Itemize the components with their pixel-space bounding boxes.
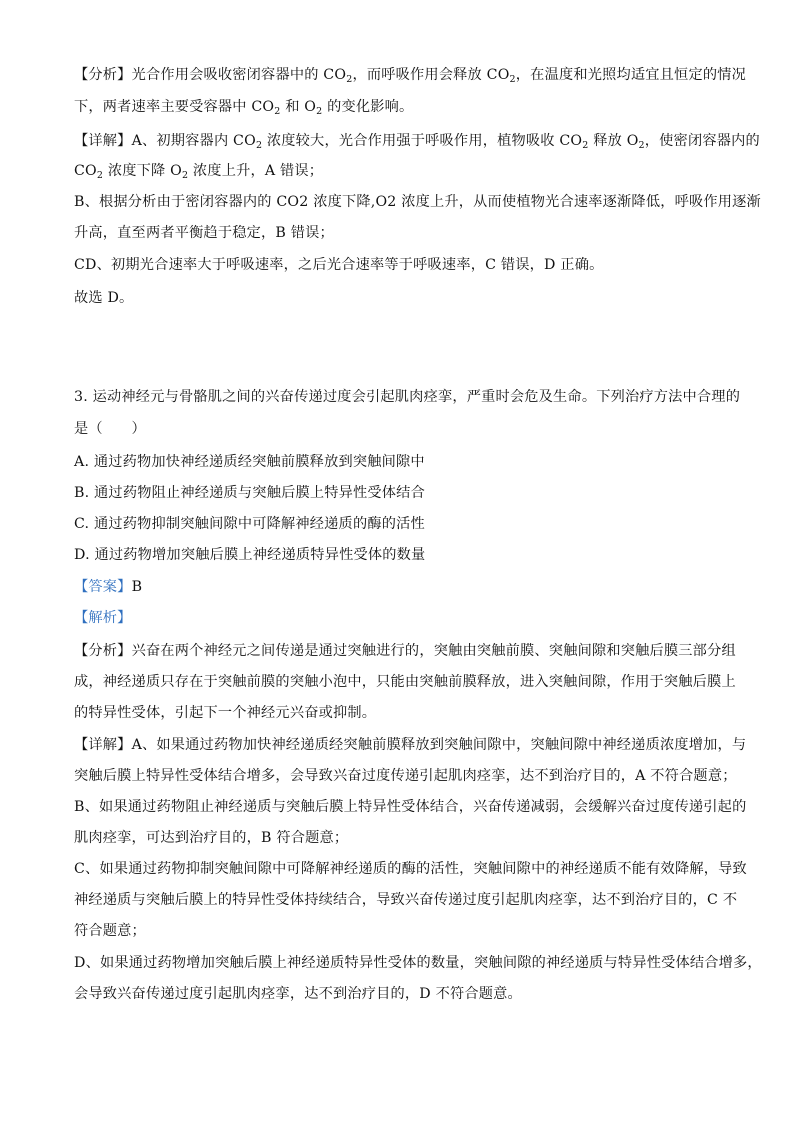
q3-detail-line-5: C、如果通过药物抑制突触间隙中可降解神经递质的酶的活性，突触间隙中的神经递质不能有效降解，导致 — [74, 861, 747, 877]
answer-value: B — [131, 579, 143, 595]
q3-detail-line-9: 会导致兴奋传递过度引起肌肉痉挛，达不到治疗目的，D 不符合题意。 — [74, 986, 522, 1002]
q3-option-d: D. 通过药物增加突触后膜上神经递质特异性受体的数量 — [74, 547, 426, 563]
q2-detail-line-2: $CO_2$ 浓度下降 $O_2$ 浓度上升，A 错误； — [74, 163, 324, 181]
detail-label: 【详解】 — [74, 133, 132, 149]
q3-stem-line-2: 是（ ） — [74, 421, 146, 437]
answer-label: 【答案】 — [74, 579, 132, 595]
q2-conclusion: 故选 D。 — [74, 290, 134, 306]
q3-option-a: A. 通过药物加快神经递质经突触前膜释放到突触间隙中 — [74, 454, 425, 470]
q3-detail-line-3: B、如果通过药物阻止神经递质与突触后膜上特异性受体结合，兴奋传递减弱，会缓解兴奋过度传递引起的 — [74, 799, 747, 815]
q3-detail-line-6: 神经递质与突触后膜上的特异性受体持续结合，导致兴奋传递过度引起肌肉痉挛，达不到治疗目的，C 不 — [74, 892, 738, 908]
analysis-label: 【分析】 — [74, 67, 132, 83]
q2-detail-line-1: 【详解】A、初期容器内 $CO_2$ 浓度较大，光合作用强于呼吸作用，植物吸收 $CO_2$ 释放 $O_2$，使密闭容器内的 — [74, 133, 760, 151]
q3-explain-label: 【解析】 — [74, 610, 132, 626]
q3-detail-line-8: D、如果通过药物增加突触后膜上神经递质特异性受体的数量，突触间隙的神经递质与特异性受体结合增多， — [74, 955, 762, 971]
q3-detail-line-4: 肌肉痉挛，可达到治疗目的，B 符合题意； — [74, 830, 349, 846]
q3-stem-line-1: 3. 运动神经元与骨骼肌之间的兴奋传递过度会引起肌肉痉挛，严重时会危及生命。下列治疗方法中合理的 — [74, 389, 741, 405]
q2-detail-line-5: CD、初期光合速率大于呼吸速率，之后光合速率等于呼吸速率，C 错误，D 正确。 — [74, 257, 604, 273]
q2-detail-line-3: B、根据分析由于密闭容器内的 CO2 浓度下降,O2 浓度上升，从而使植物光合速率逐渐降低，呼吸作用逐渐 — [74, 194, 761, 210]
q2-detail-line-4: 升高，直至两者平衡趋于稳定，B 错误； — [74, 225, 334, 241]
detail-label: 【详解】 — [74, 737, 132, 753]
q2-analysis-line-1: 【分析】光合作用会吸收密闭容器中的 $CO_2$，而呼吸作用会释放 $CO_2$，在温度和光照均适宜且恒定的情况 — [74, 67, 746, 85]
q3-answer — [74, 577, 724, 597]
q3-detail-line-7: 符合题意； — [74, 923, 146, 939]
q2-analysis-line-2: 下，两者速率主要受容器中 $CO_2$ 和 $O_2$ 的变化影响。 — [74, 99, 414, 117]
q3-option-b: B. 通过药物阻止神经递质与突触后膜上特异性受体结合 — [74, 485, 425, 501]
q3-detail-line-2: 突触后膜上特异性受体结合增多，会导致兴奋过度传递引起肌肉痉挛，达不到治疗目的，A 不符合题意； — [74, 768, 737, 784]
q3-analysis-line-1: 【分析】兴奋在两个神经元之间传递是通过突触进行的，突触由突触前膜、突触间隙和突触后膜三部分组 — [74, 643, 736, 659]
q3-analysis-line-3: 的特异性受体，引起下一个神经元兴奋或抑制。 — [74, 705, 377, 721]
q3-analysis-line-2: 成，神经递质只存在于突触前膜的突触小泡中，只能由突触前膜释放，进入突触间隙，作用于突触后膜上 — [74, 674, 736, 690]
analysis-label: 【分析】 — [74, 643, 132, 659]
q3-option-c: C. 通过药物抑制突触间隙中可降解神经递质的酶的活性 — [74, 516, 425, 532]
q3-detail-line-1: 【详解】A、如果通过药物加快神经递质经突触前膜释放到突触间隙中，突触间隙中神经递质浓度增加，与 — [74, 737, 747, 753]
